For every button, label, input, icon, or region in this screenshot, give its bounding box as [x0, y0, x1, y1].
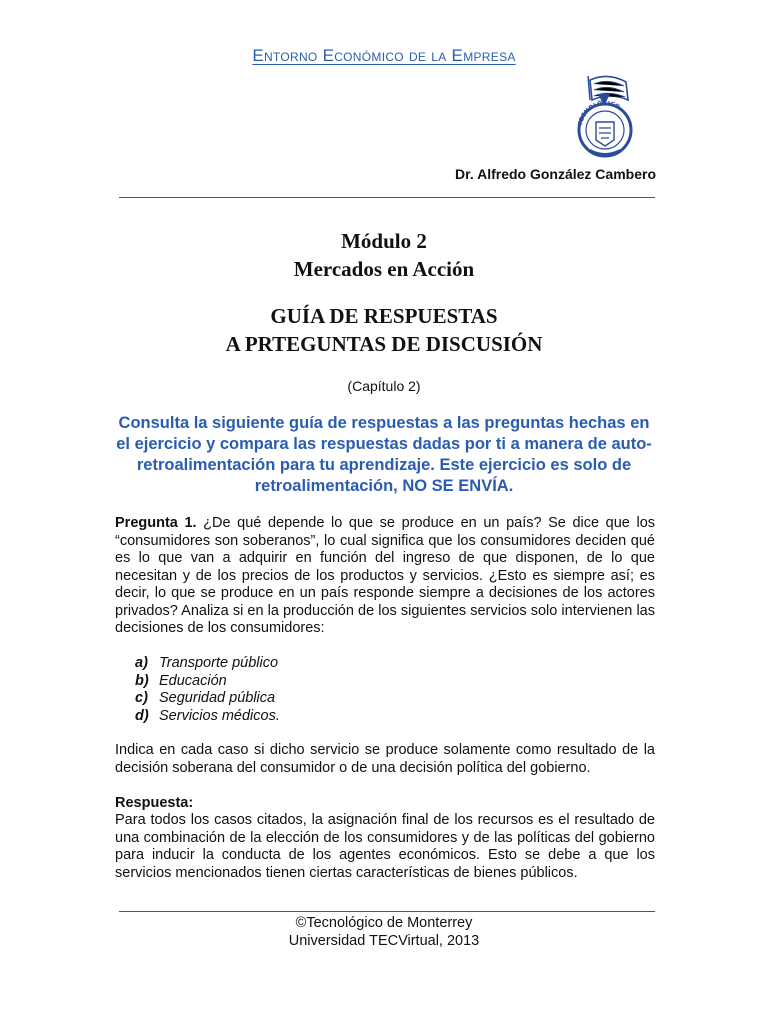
footer-divider [119, 911, 655, 912]
list-item [135, 655, 280, 673]
list-item [135, 690, 280, 708]
list-item-text: Seguridad pública [159, 690, 276, 706]
chapter-label: (Capítulo 2) [347, 378, 421, 394]
module-title: Módulo 2 [341, 229, 427, 253]
footer-university: Universidad TECVirtual, 2013 [288, 933, 480, 949]
list-marker: b) [135, 672, 149, 689]
footer-copyright: ©Tecnológico de Monterrey [295, 915, 473, 931]
header-divider [119, 197, 655, 198]
question-label: Pregunta 1. [115, 515, 197, 531]
list-item-text: Educación [159, 672, 227, 689]
answer-label: Respuesta: [115, 795, 194, 811]
university-seal-logo [568, 70, 642, 160]
list-item [135, 673, 280, 691]
guide-title-block [0, 302, 768, 358]
list-marker: d) [135, 707, 149, 724]
instruction-paragraph: Indica en cada caso si dicho servicio se produce solamente como resultado de la decisión soberana del consumidor o de una decisión política del gobierno. [115, 742, 655, 776]
guide-title-line1: GUÍA DE RESPUESTAS [270, 304, 498, 328]
list-item-text: Transporte público [159, 655, 279, 671]
question-paragraph [115, 515, 655, 638]
list-item-text: Servicios médicos. [159, 707, 280, 724]
module-title-block [0, 227, 768, 283]
page-footer [0, 914, 768, 950]
list-marker: a) [135, 655, 148, 671]
document-header-title: Entorno Económico de la Empresa [252, 46, 516, 65]
list-marker: c) [135, 690, 148, 706]
answer-paragraph: Para todos los casos citados, la asignación final de los recursos es el resultado de una combinación de la elección de los consumidores y de las políticas del gobierno para inducir la conducta de los agentes económicos. Esto se debe a que los servicios mencionados tienen ciertas características de bienes públicos. [115, 812, 655, 881]
question-options-list [135, 655, 280, 725]
svg-text:TECNOLÓGICO: TECNOLÓGICO [577, 99, 621, 127]
intro-paragraph: Consulta la siguiente guía de respuestas a las preguntas hechas en el ejercicio y compara las respuestas dadas por ti a manera de auto-retroalimentación para tu aprendizaje. Este ejercicio es solo de retroalimentación, NO SE ENVÍA. [116, 414, 652, 495]
guide-title-line2: A PRTEGUNTAS DE DISCUSIÓN [225, 332, 543, 356]
question-text: ¿De qué depende lo que se produce en un país? Se dice que los “consumidores son soberanos”, lo cual significa que los consumidores deciden qué es lo que van a adquirir en función del ingreso de que disponen, de lo que necesitan y de los precios de los productos y servicios. ¿Esto es siempre así; es decir, lo que se produce en un país responde siempre a decisiones de los actores privados? Analiza si en la producción de los siguientes servicios solo intervienen las decisiones de los consumidores: [115, 515, 656, 636]
author-name: Dr. Alfredo González Cambero [455, 166, 656, 182]
list-item [135, 708, 280, 726]
module-subtitle: Mercados en Acción [293, 257, 475, 281]
